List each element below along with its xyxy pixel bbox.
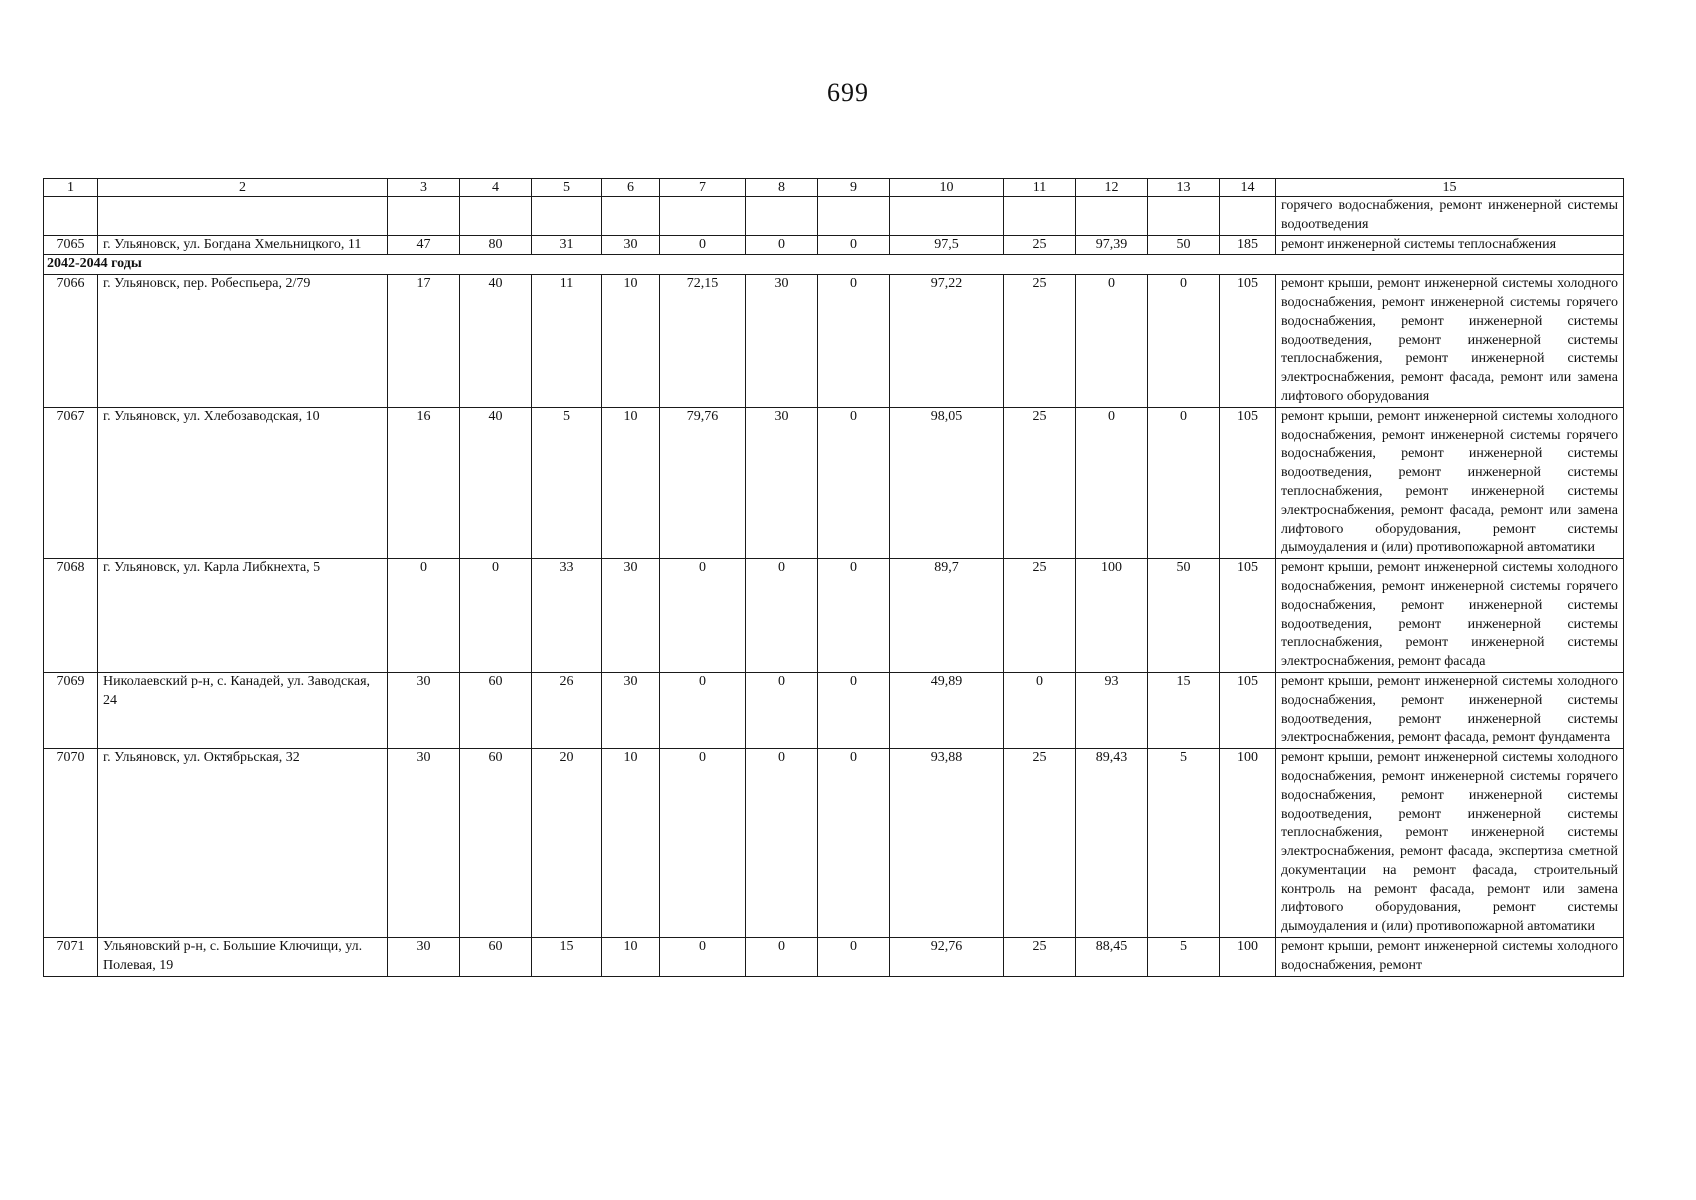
value-cell-col-3: 47	[388, 235, 460, 255]
works-cell: ремонт крыши, ремонт инженерной системы холодного водоснабжения, ремонт инженерной системы водоотведения, ремонт инженерной системы электроснабжения, ремонт фасада, ремонт фундамента	[1276, 672, 1624, 748]
row-id-cell: 7067	[44, 407, 98, 558]
row-id-cell: 7071	[44, 938, 98, 977]
value-cell-col-10: 92,76	[890, 938, 1004, 977]
value-cell-col-12: 89,43	[1076, 749, 1148, 938]
address-cell: г. Ульяновск, пер. Робеспьера, 2/79	[98, 275, 388, 408]
value-cell-col-8: 30	[746, 407, 818, 558]
value-cell-col-9: 0	[818, 672, 890, 748]
value-cell-col-12: 100	[1076, 559, 1148, 673]
value-cell-col-7: 0	[660, 749, 746, 938]
value-cell-col-9: 0	[818, 275, 890, 408]
column-header-7: 7	[660, 179, 746, 197]
value-cell-col-4: 0	[460, 559, 532, 673]
value-cell-col-10: 98,05	[890, 407, 1004, 558]
value-cell-col-14: 105	[1220, 559, 1276, 673]
value-cell-col-5: 33	[532, 559, 602, 673]
value-cell-col-9: 0	[818, 938, 890, 977]
works-cell: ремонт крыши, ремонт инженерной системы холодного водоснабжения, ремонт инженерной системы горячего водоснабжения, ремонт инженерной системы водоотведения, ремонт инженерной системы теплоснабжения, ремонт инженерной системы электроснабжения, ремонт фасада, ремонт или замена лифтового оборудования, ремонт системы дымоудаления и (или) противопожарной автоматики	[1276, 407, 1624, 558]
value-cell-col-3: 30	[388, 749, 460, 938]
table-row-7071	[44, 938, 1624, 977]
continuation-row	[44, 197, 1624, 236]
value-cell-col-7: 0	[660, 938, 746, 977]
column-header-3: 3	[388, 179, 460, 197]
group-row	[44, 255, 1624, 275]
column-header-12: 12	[1076, 179, 1148, 197]
value-cell-col-11: 25	[1004, 275, 1076, 408]
value-cell-col-9: 0	[818, 749, 890, 938]
column-header-8: 8	[746, 179, 818, 197]
value-cell-col-14: 105	[1220, 407, 1276, 558]
table-row-7068	[44, 559, 1624, 673]
value-cell-col-12: 88,45	[1076, 938, 1148, 977]
value-cell-col-3: 0	[388, 559, 460, 673]
value-cell-col-8: 0	[746, 559, 818, 673]
value-cell-col-8: 30	[746, 275, 818, 408]
works-cell: ремонт крыши, ремонт инженерной системы холодного водоснабжения, ремонт инженерной системы горячего водоснабжения, ремонт инженерной системы водоотведения, ремонт инженерной системы теплоснабжения, ремонт инженерной системы электроснабжения, ремонт фасада	[1276, 559, 1624, 673]
column-header-5: 5	[532, 179, 602, 197]
group-label: 2042-2044 годы	[44, 255, 1624, 275]
value-cell-col-4: 60	[460, 749, 532, 938]
value-cell-col-6: 10	[602, 749, 660, 938]
value-cell-col-4: 40	[460, 275, 532, 408]
value-cell-col-3: 30	[388, 672, 460, 748]
value-cell-col-12: 0	[1076, 275, 1148, 408]
column-header-2: 2	[98, 179, 388, 197]
value-cell-col-6: 10	[602, 275, 660, 408]
table-row-7066	[44, 275, 1624, 408]
capital-repair-table	[43, 178, 1624, 977]
value-cell-col-8: 0	[746, 938, 818, 977]
value-cell-col-5: 11	[532, 275, 602, 408]
value-cell-col-7: 0	[660, 235, 746, 255]
value-cell-col-5: 5	[532, 407, 602, 558]
row-id-cell: 7068	[44, 559, 98, 673]
address-cell: Николаевский р-н, с. Канадей, ул. Заводская, 24	[98, 672, 388, 748]
value-cell-col-6: 10	[602, 407, 660, 558]
value-cell-col-11: 25	[1004, 938, 1076, 977]
address-cell: г. Ульяновск, ул. Хлебозаводская, 10	[98, 407, 388, 558]
column-header-14: 14	[1220, 179, 1276, 197]
value-cell-col-10: 97,5	[890, 235, 1004, 255]
column-header-4: 4	[460, 179, 532, 197]
table-row-7069	[44, 672, 1624, 748]
value-cell-col-5: 31	[532, 235, 602, 255]
value-cell-col-12: 97,39	[1076, 235, 1148, 255]
value-cell-col-13: 0	[1148, 407, 1220, 558]
value-cell-col-4: 60	[460, 938, 532, 977]
column-header-1: 1	[44, 179, 98, 197]
value-cell-col-10: 93,88	[890, 749, 1004, 938]
value-cell-col-3: 30	[388, 938, 460, 977]
table-row-7067	[44, 407, 1624, 558]
works-cell: ремонт крыши, ремонт инженерной системы холодного водоснабжения, ремонт инженерной системы горячего водоснабжения, ремонт инженерной системы водоотведения, ремонт инженерной системы теплоснабжения, ремонт инженерной системы электроснабжения, ремонт фасада, ремонт или замена лифтового оборудования	[1276, 275, 1624, 408]
column-header-15: 15	[1276, 179, 1624, 197]
column-header-13: 13	[1148, 179, 1220, 197]
value-cell-col-6: 30	[602, 559, 660, 673]
value-cell-col-13: 5	[1148, 749, 1220, 938]
value-cell-col-3: 16	[388, 407, 460, 558]
value-cell-col-14: 185	[1220, 235, 1276, 255]
value-cell-col-13: 0	[1148, 275, 1220, 408]
value-cell-col-14: 105	[1220, 275, 1276, 408]
value-cell-col-12: 0	[1076, 407, 1148, 558]
column-header-row	[44, 179, 1624, 197]
row-id-cell: 7065	[44, 235, 98, 255]
value-cell-col-9: 0	[818, 407, 890, 558]
value-cell-col-6: 30	[602, 672, 660, 748]
value-cell-col-10: 89,7	[890, 559, 1004, 673]
value-cell-col-13: 15	[1148, 672, 1220, 748]
value-cell-col-7: 0	[660, 672, 746, 748]
column-header-6: 6	[602, 179, 660, 197]
value-cell-col-14: 100	[1220, 749, 1276, 938]
value-cell-col-10: 49,89	[890, 672, 1004, 748]
value-cell-col-7: 72,15	[660, 275, 746, 408]
address-cell: Ульяновский р-н, с. Большие Ключищи, ул. Полевая, 19	[98, 938, 388, 977]
value-cell-col-12: 93	[1076, 672, 1148, 748]
works-cell: ремонт инженерной системы теплоснабжения	[1276, 235, 1624, 255]
value-cell-col-7: 79,76	[660, 407, 746, 558]
table-row-7070	[44, 749, 1624, 938]
value-cell-col-11: 25	[1004, 407, 1076, 558]
value-cell-col-11: 25	[1004, 559, 1076, 673]
value-cell-col-13: 50	[1148, 559, 1220, 673]
value-cell-col-9: 0	[818, 559, 890, 673]
value-cell-col-6: 30	[602, 235, 660, 255]
address-cell: г. Ульяновск, ул. Октябрьская, 32	[98, 749, 388, 938]
value-cell-col-13: 5	[1148, 938, 1220, 977]
column-header-10: 10	[890, 179, 1004, 197]
row-id-cell: 7070	[44, 749, 98, 938]
value-cell-col-14: 100	[1220, 938, 1276, 977]
works-cell: ремонт крыши, ремонт инженерной системы холодного водоснабжения, ремонт	[1276, 938, 1624, 977]
row-id-cell: 7066	[44, 275, 98, 408]
value-cell-col-10: 97,22	[890, 275, 1004, 408]
works-cell: горячего водоснабжения, ремонт инженерной системы водоотведения	[1276, 197, 1624, 236]
row-id-cell: 7069	[44, 672, 98, 748]
value-cell-col-14: 105	[1220, 672, 1276, 748]
value-cell-col-5: 15	[532, 938, 602, 977]
value-cell-col-8: 0	[746, 749, 818, 938]
table-body	[44, 179, 1624, 977]
value-cell-col-4: 60	[460, 672, 532, 748]
value-cell-col-5: 20	[532, 749, 602, 938]
value-cell-col-7: 0	[660, 559, 746, 673]
value-cell-col-8: 0	[746, 235, 818, 255]
column-header-9: 9	[818, 179, 890, 197]
value-cell-col-13: 50	[1148, 235, 1220, 255]
address-cell: г. Ульяновск, ул. Карла Либкнехта, 5	[98, 559, 388, 673]
value-cell-col-8: 0	[746, 672, 818, 748]
table-row-7065	[44, 235, 1624, 255]
value-cell-col-11: 25	[1004, 235, 1076, 255]
value-cell-col-6: 10	[602, 938, 660, 977]
value-cell-col-5: 26	[532, 672, 602, 748]
value-cell-col-9: 0	[818, 235, 890, 255]
address-cell: г. Ульяновск, ул. Богдана Хмельницкого, 11	[98, 235, 388, 255]
value-cell-col-11: 25	[1004, 749, 1076, 938]
column-header-11: 11	[1004, 179, 1076, 197]
value-cell-col-3: 17	[388, 275, 460, 408]
page-number: 699	[827, 78, 869, 107]
value-cell-col-11: 0	[1004, 672, 1076, 748]
works-cell: ремонт крыши, ремонт инженерной системы холодного водоснабжения, ремонт инженерной системы горячего водоснабжения, ремонт инженерной системы водоотведения, ремонт инженерной системы теплоснабжения, ремонт инженерной системы электроснабжения, ремонт фасада, экспертиза сметной документации на ремонт фасада, строительный контроль на ремонт фасада, ремонт или замена лифтового оборудования, ремонт системы дымоудаления и (или) противопожарной автоматики	[1276, 749, 1624, 938]
value-cell-col-4: 80	[460, 235, 532, 255]
value-cell-col-4: 40	[460, 407, 532, 558]
